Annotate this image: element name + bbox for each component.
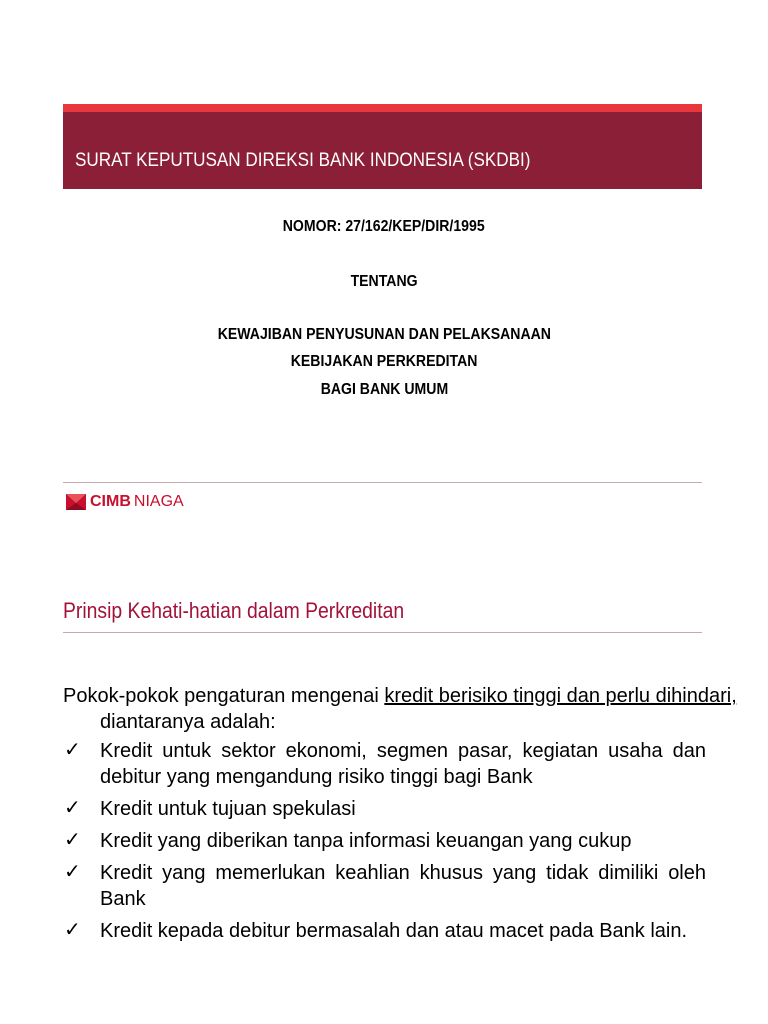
subject-line-1: KEWAJIBAN PENYUSUNAN DAN PELAKSANAAN [217,326,551,343]
list-item: ✓ Kredit yang memerlukan keahlian khusus yang tidak dimiliki oleh Bank [64,861,706,910]
list-item: ✓ Kredit kepada debitur bermasalah dan atau macet pada Bank lain. [64,919,688,942]
checkmark-icon: ✓ [64,861,81,883]
cimb-logo-icon [66,492,86,512]
logo-brand: CIMB [90,493,131,510]
banner-title: SURAT KEPUTUSAN DIREKSI BANK INDONESIA (SKDBI) [75,150,531,171]
divider-top [63,482,702,483]
checkmark-icon: ✓ [64,919,81,941]
intro-underlined: kredit berisiko tinggi dan perlu dihindari, [384,685,737,707]
checkmark-icon: ✓ [64,739,81,761]
tentang-label: TENTANG [350,273,418,290]
checkmark-icon: ✓ [64,797,81,819]
intro-paragraph: Pokok-pokok pengaturan mengenai kredit berisiko tinggi dan perlu dihindari, diantaranya adalah: [63,685,737,733]
divider-section [63,632,702,633]
bullet-list [63,738,706,950]
title-banner [63,104,702,189]
cimb-niaga-logo [66,490,184,514]
list-item: ✓ Kredit untuk tujuan spekulasi [64,797,356,820]
list-item: ✓ Kredit untuk sektor ekonomi, segmen pasar, kegiatan usaha dan debitur yang mengandung risiko tinggi bagi Bank [64,739,706,788]
subject-line-3: BAGI BANK UMUM [320,381,448,398]
decree-number: NOMOR: 27/162/KEP/DIR/1995 [283,218,485,235]
list-item: ✓ Kredit yang diberikan tanpa informasi keuangan yang cukup [64,829,632,852]
subject-line-2: KEBIJAKAN PERKREDITAN [290,353,478,370]
logo-brand-suffix: NIAGA [133,493,184,510]
checkmark-icon: ✓ [64,829,81,851]
section-title: Prinsip Kehati-hatian dalam Perkreditan [63,598,405,623]
